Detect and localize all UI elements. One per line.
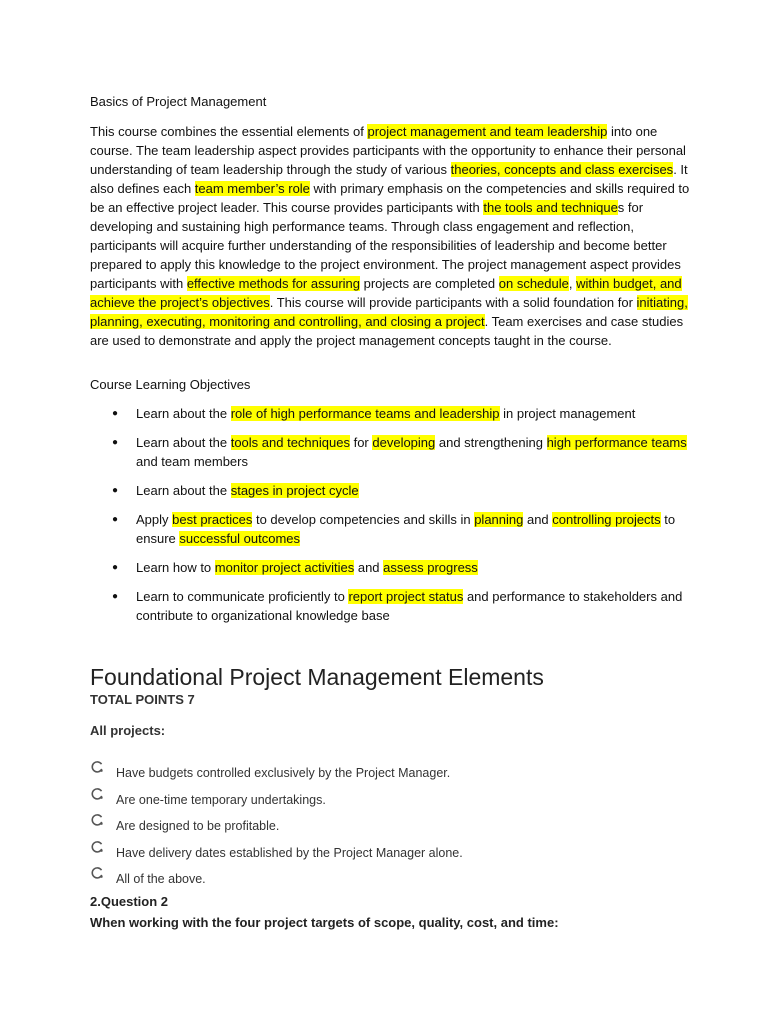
text-segment: This course combines the essential elements of (90, 124, 368, 139)
text-segment: , (568, 276, 577, 291)
highlighted-text: developing (372, 435, 436, 450)
text-segment: Learn about the (136, 406, 231, 421)
objective-item (90, 433, 690, 471)
question-2-prompt: When working with the four project targets of scope, quality, cost, and time: (90, 915, 559, 930)
radio-button-icon[interactable] (90, 787, 104, 801)
highlighted-text: successful outcomes (179, 531, 301, 546)
quiz-title: Foundational Project Management Elements (90, 664, 544, 690)
course-description-paragraph (90, 122, 690, 350)
text-segment: with primary emphasis on the competencies and skills required to be an effective project leader. This course provides participants with (90, 181, 690, 215)
text-segment: and (523, 512, 553, 527)
question-2-number: 2.Question 2 (90, 894, 169, 909)
highlighted-text: stages in project cycle (230, 483, 359, 498)
text-segment: s for developing and sustaining high performance teams. Through class engagement and reflection, participants will acquire further understanding of the responsibilities of leadership and become better prepared to apply this knowledge to the project environment. The project management aspect provides participants with (90, 200, 681, 291)
answer-option[interactable] (90, 760, 690, 787)
text-segment: Learn about the (136, 435, 231, 450)
answer-option-label: Are designed to be profitable. (116, 819, 280, 833)
objective-item (90, 481, 690, 500)
highlighted-text: high performance teams (546, 435, 687, 450)
radio-button-icon[interactable] (90, 840, 104, 854)
highlighted-text: initiating, planning, executing, monitoring and controlling, and closing a project (90, 295, 688, 329)
radio-button-icon[interactable] (90, 760, 104, 774)
text-segment: Learn how to (136, 560, 215, 575)
text-segment: for (349, 435, 373, 450)
highlighted-text: tools and techniques (230, 435, 350, 450)
highlighted-text: planning (474, 512, 524, 527)
objective-item (90, 404, 690, 423)
highlighted-text: assess progress (383, 560, 478, 575)
bullet-icon: ● (112, 408, 119, 419)
highlighted-text: report project status (348, 589, 464, 604)
text-segment: and team members (136, 454, 248, 469)
highlighted-text: monitor project activities (214, 560, 355, 575)
answer-option-label: Have delivery dates established by the Project Manager alone. (116, 845, 463, 860)
bullet-icon: ● (112, 485, 119, 496)
highlighted-text: project management and team leadership (367, 124, 608, 139)
bullet-icon: ● (112, 591, 119, 602)
total-points: TOTAL POINTS 7 (90, 692, 195, 707)
bullet-icon: ● (112, 562, 119, 573)
highlighted-text: effective methods for assuring (186, 276, 361, 291)
highlighted-text: team member’s role (194, 181, 310, 196)
highlighted-text: theories, concepts and class exercises (450, 162, 674, 177)
highlighted-text: the tools and technique (483, 200, 618, 215)
objective-item (90, 510, 690, 548)
objectives-list (90, 404, 690, 635)
answer-option-label: All of the above. (116, 872, 206, 886)
objective-item (90, 587, 690, 625)
text-segment: Apply (136, 512, 173, 527)
text-segment: to ensure (136, 512, 676, 546)
question-1-options (90, 760, 690, 893)
answer-option[interactable] (90, 866, 690, 893)
text-segment: and performance to stakeholders and contribute to organizational knowledge base (136, 589, 683, 623)
answer-option[interactable] (90, 787, 690, 814)
objectives-heading: Course Learning Objectives (90, 377, 251, 392)
answer-option-label: Are one-time temporary undertakings. (116, 792, 326, 807)
document-title: Basics of Project Management (90, 94, 267, 109)
text-segment: and strengthening (435, 435, 547, 450)
text-segment: Learn about the (136, 483, 231, 498)
answer-option-label: Have budgets controlled exclusively by the Project Manager. (116, 766, 451, 780)
text-segment: . This course will provide participants with a solid foundation for (269, 295, 637, 310)
highlighted-text: within budget, and achieve the project’s objectives (90, 276, 682, 310)
text-segment: and (354, 560, 384, 575)
text-segment: projects are completed (360, 276, 499, 291)
objective-item (90, 558, 690, 577)
text-segment: . It also defines each (90, 162, 688, 196)
radio-button-icon[interactable] (90, 866, 104, 880)
text-segment: into one course. The team leadership aspect provides participants with the opportunity to enhance their personal understanding of team leadership through the study of various (90, 124, 686, 177)
answer-option[interactable] (90, 813, 690, 840)
text-segment: to develop competencies and skills in (252, 512, 475, 527)
bullet-icon: ● (112, 437, 119, 448)
text-segment: . Team exercises and case studies are used to demonstrate and apply the project management concepts taught in the course. (90, 314, 684, 348)
highlighted-text: on schedule (498, 276, 569, 291)
highlighted-text: controlling projects (552, 512, 661, 527)
text-segment: in project management (499, 406, 636, 421)
bullet-icon: ● (112, 514, 119, 525)
question-1-prompt: All projects: (90, 723, 166, 738)
answer-option[interactable] (90, 840, 690, 867)
highlighted-text: best practices (172, 512, 253, 527)
radio-button-icon[interactable] (90, 813, 104, 827)
text-segment: Learn to communicate proficiently to (136, 589, 349, 604)
highlighted-text: role of high performance teams and leadership (230, 406, 500, 421)
